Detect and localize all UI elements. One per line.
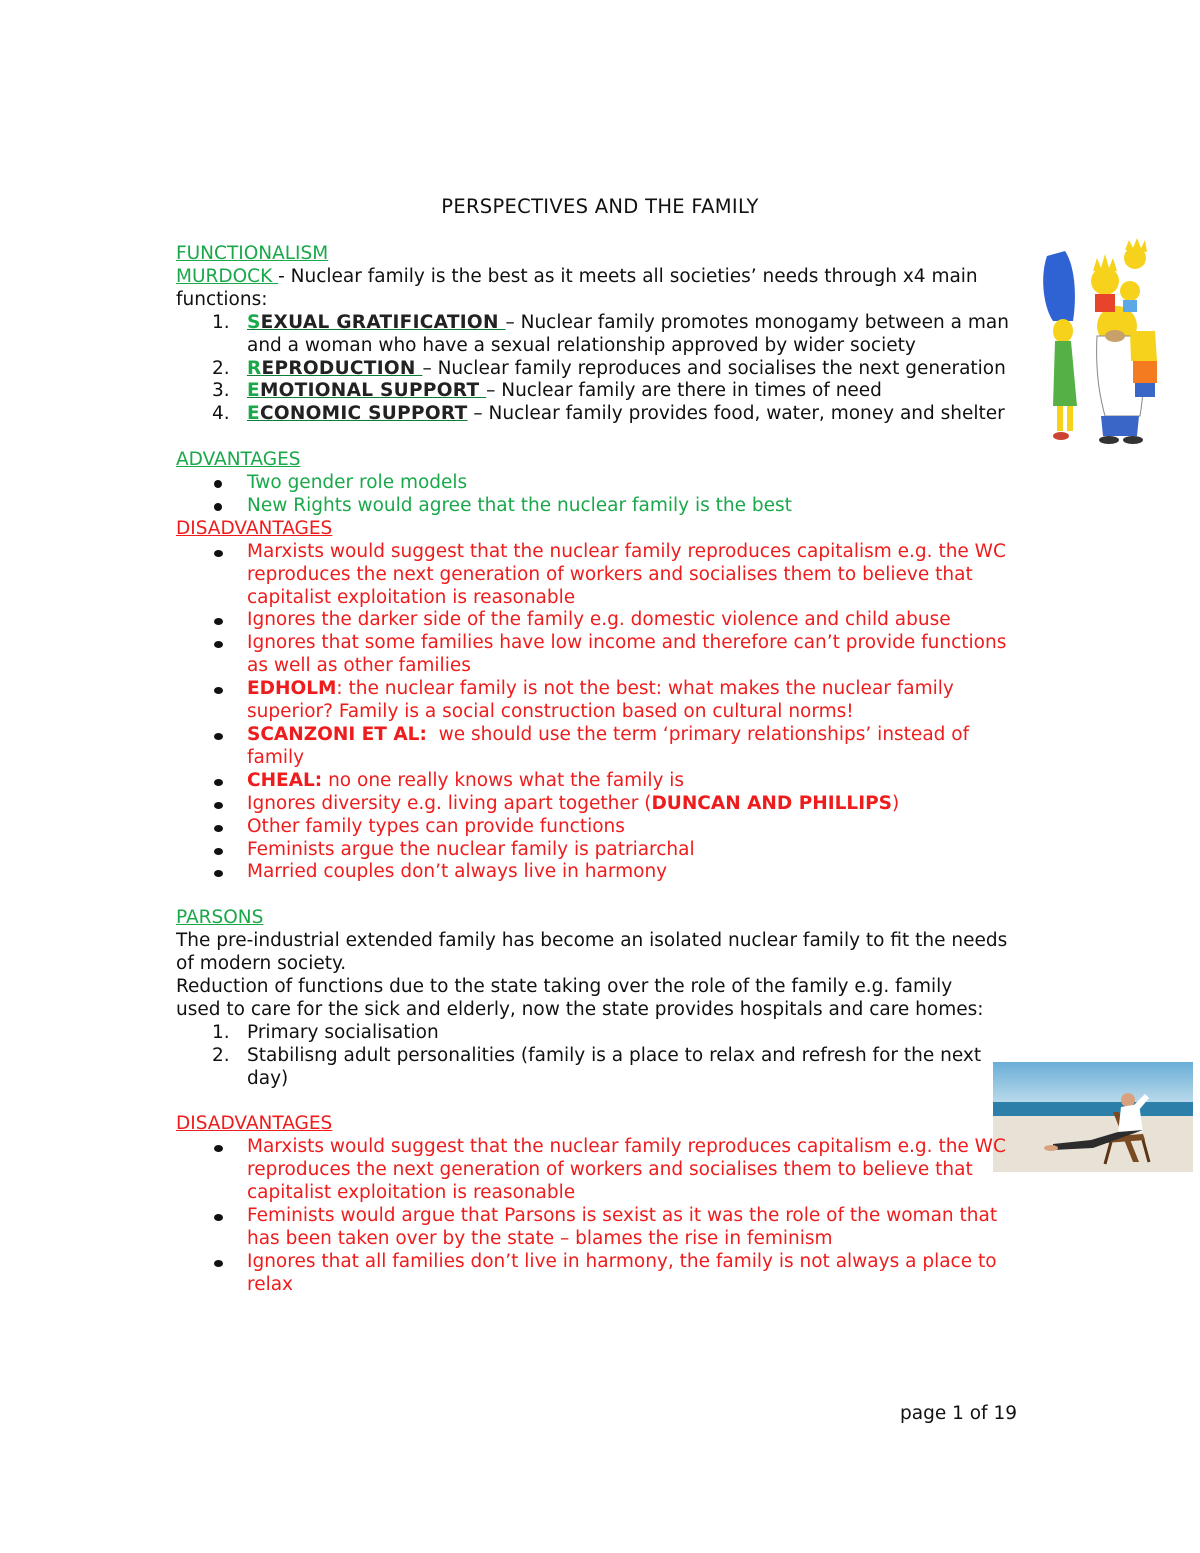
list-item: Feminists would argue that Parsons is sexist as it was the role of the woman that has been taken over by the state – blames the rise in feminism: [176, 1205, 1026, 1251]
list-item: Marxists would suggest that the nuclear family reproduces capitalism e.g. the WC reproduces the next generation of workers and socialises them to believe that capitalist exploitation is reasonable: [176, 1136, 1026, 1205]
bullet-icon: [214, 687, 223, 694]
list-item: Other family types can provide functions: [176, 816, 1026, 839]
parsons-paragraph-1: The pre-industrial extended family has become an isolated nuclear family to fit the needs of modern society.: [176, 930, 1008, 975]
bullet-icon: [214, 1145, 223, 1152]
list-item: 1. Primary socialisation: [212, 1021, 439, 1043]
bullet-icon: [214, 733, 223, 740]
murdock-label: MURDOCK: [176, 265, 279, 287]
bullet-icon: [214, 618, 223, 625]
list-item: Ignores the darker side of the family e.g. domestic violence and child abuse: [176, 609, 1026, 632]
function-desc: – Nuclear family provides food, water, money and shelter: [467, 403, 1005, 425]
list-item: 2. REPRODUCTION – Nuclear family reproduces and socialises the next generation: [212, 357, 1006, 379]
theorist-name: SCANZONI ET AL:: [247, 724, 427, 746]
parsons-functions-list: [176, 1022, 986, 1091]
simpsons-family-image: [1035, 236, 1168, 448]
function-term: REPRODUCTION: [247, 357, 423, 379]
bullet-icon: [214, 1214, 223, 1221]
function-term: EMOTIONAL SUPPORT: [247, 380, 487, 402]
function-desc: – Nuclear family are there in times of need: [486, 380, 882, 402]
theorist-name: EDHOLM: [247, 678, 337, 700]
list-item: 2. Stabilisng adult personalities (family is a place to relax and refresh for the next day): [212, 1044, 982, 1089]
document-body: [176, 243, 1026, 1297]
list-item: Two gender role models: [176, 472, 1026, 495]
list-item: Ignores diversity e.g. living apart together (DUNCAN AND PHILLIPS): [176, 793, 1026, 816]
list-item: 3. EMOTIONAL SUPPORT – Nuclear family are there in times of need: [212, 380, 882, 402]
function-term: ECONOMIC SUPPORT: [247, 403, 468, 425]
bullet-icon: [214, 550, 223, 557]
bullet-icon: [214, 480, 222, 488]
parsons-disadvantages-list: [176, 1136, 1026, 1296]
parsons-paragraph-2: Reduction of functions due to the state taking over the role of the family e.g. family used to care for the sick and elderly, now the state provides hospitals and care homes:: [176, 975, 984, 1020]
list-item: Marxists would suggest that the nuclear family reproduces capitalism e.g. the WC reproduces the next generation of workers and socialises them to believe that capitalist exploitation is reasonable: [176, 541, 1026, 610]
list-item: 4. ECONOMIC SUPPORT – Nuclear family provides food, water, money and shelter: [212, 403, 1005, 425]
list-item: Ignores that all families don’t live in harmony, the family is not always a place to relax: [176, 1251, 1026, 1297]
murdock-functions-list: [176, 312, 1026, 427]
list-item: Ignores that some families have low income and therefore can’t provide functions as well as other families: [176, 632, 1026, 678]
section-heading-functionalism: FUNCTIONALISM: [176, 243, 329, 264]
bullet-icon: [214, 870, 223, 877]
bullet-icon: [214, 641, 223, 648]
advantages-list: [176, 472, 1026, 518]
section-heading-disadvantages: DISADVANTAGES: [176, 517, 333, 539]
bullet-icon: [214, 1260, 223, 1267]
list-item: SCANZONI ET AL: we should use the term ‘primary relationships’ instead of family: [176, 724, 1026, 770]
page-number: page 1 of 19: [900, 1403, 1017, 1424]
list-item: Feminists argue the nuclear family is patriarchal: [176, 839, 1026, 862]
list-item: EDHOLM: the nuclear family is not the best: what makes the nuclear family superior? Family is a social construction based on cultural norms!: [176, 678, 1026, 724]
function-desc: – Nuclear family promotes monogamy between a man and a woman who have a sexual relationship approved by wider society: [247, 311, 1009, 356]
page-title: PERSPECTIVES AND THE FAMILY: [441, 195, 759, 218]
section-heading-advantages: ADVANTAGES: [176, 449, 301, 471]
section-heading-disadvantages-parsons: DISADVANTAGES: [176, 1113, 333, 1135]
bullet-icon: [214, 825, 223, 832]
list-item: Married couples don’t always live in harmony: [176, 861, 1026, 884]
list-item: CHEAL: no one really knows what the family is: [176, 770, 1026, 793]
function-term: SEXUAL GRATIFICATION: [247, 311, 506, 333]
theorist-name: DUNCAN AND PHILLIPS: [651, 792, 892, 814]
theorist-name: CHEAL:: [247, 769, 323, 791]
bullet-icon: [214, 503, 222, 511]
disadvantages-list: [176, 541, 1026, 885]
list-item: 1. SEXUAL GRATIFICATION – Nuclear family promotes monogamy between a man and a woman who have a sexual relationship approved by wider society: [212, 311, 1009, 356]
function-desc: – Nuclear family reproduces and socialises the next generation: [422, 357, 1006, 379]
bullet-icon: [214, 802, 223, 809]
bullet-icon: [214, 848, 223, 855]
murdock-text: - Nuclear family is the best as it meets all societies’ needs through x4 main functions:: [176, 265, 978, 310]
murdock-paragraph: [176, 266, 1026, 312]
list-item: New Rights would agree that the nuclear family is the best: [176, 495, 1026, 518]
section-heading-parsons: PARSONS: [176, 907, 264, 929]
bullet-icon: [214, 779, 223, 786]
